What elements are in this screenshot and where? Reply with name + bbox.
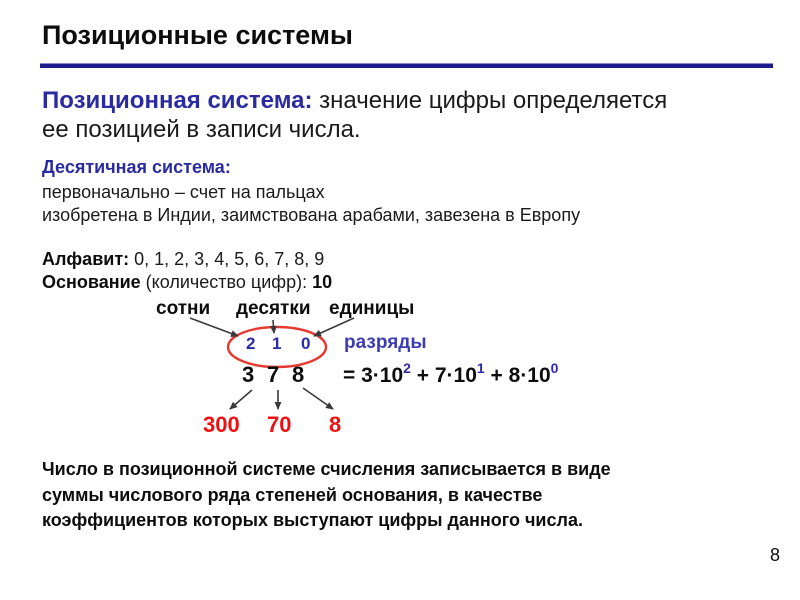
slide-title: Позиционные системы [42,20,353,50]
place-value-8: 8 [329,412,342,437]
place-label-units: единицы [329,298,415,319]
eq-term-2-exponent: 1 [476,360,485,376]
alphabet-digits: 0, 1, 2, 3, 4, 5, 6, 7, 8, 9 [129,249,325,269]
title-divider-line [40,63,773,68]
summary-paragraph [42,457,611,534]
alphabet-label: Алфавит: [42,249,130,269]
summary-line-3: коэффициентов которых выступают цифры данного числа. [42,510,583,530]
number-digit-7: 7 [267,362,280,387]
eq-term-1-base: = 3·10 [343,364,404,387]
decimal-fact-history: изобретена в Индии, заимствована арабами, завезена в Европу [42,205,581,225]
eq-term-3-base: + 8·10 [484,364,551,387]
rank-1: 1 [272,334,282,353]
eq-term-3-exponent: 0 [550,360,559,376]
ranks-caption: разряды [344,332,427,353]
decimal-fact-fingers: первоначально – счет на пальцах [42,182,325,202]
expansion-equation [343,361,558,388]
alphabet-line [42,249,324,270]
arrow-tens-to-rank [273,320,274,333]
eq-term-1-exponent: 2 [403,360,411,376]
intro-line-2: ее позицией в записи числа. [42,116,361,143]
rank-2: 2 [246,334,256,353]
place-value-300: 300 [203,412,240,437]
place-label-tens: десятки [236,298,311,319]
page-number: 8 [770,545,781,565]
intro-paragraph [42,86,667,144]
place-value-70: 70 [267,412,292,437]
arrow-hundreds-to-rank [190,318,238,336]
number-digit-8: 8 [292,362,305,387]
number-digit-3: 3 [242,362,255,387]
intro-line-1 [42,86,667,115]
arrow-digit8-to-8 [303,388,333,409]
summary-line-2: суммы числового ряда степеней основания, в качестве [42,484,543,505]
eq-term-2-base: + 7·10 [410,364,477,387]
intro-term: Позиционная система: [42,87,313,114]
summary-line-1: Число в позиционной системе счисления записывается в виде [42,459,611,479]
rank-0: 0 [301,334,311,353]
intro-definition-part1: значение цифры определяется [312,87,668,114]
arrow-digit3-to-300 [230,390,252,409]
base-label: Основание [42,272,141,292]
base-middle: (количество цифр): [140,272,313,292]
decimal-system-heading: Десятичная система: [42,157,231,177]
base-value: 10 [312,272,333,292]
decimal-system-body [42,181,580,227]
place-label-hundreds: сотни [156,298,211,319]
